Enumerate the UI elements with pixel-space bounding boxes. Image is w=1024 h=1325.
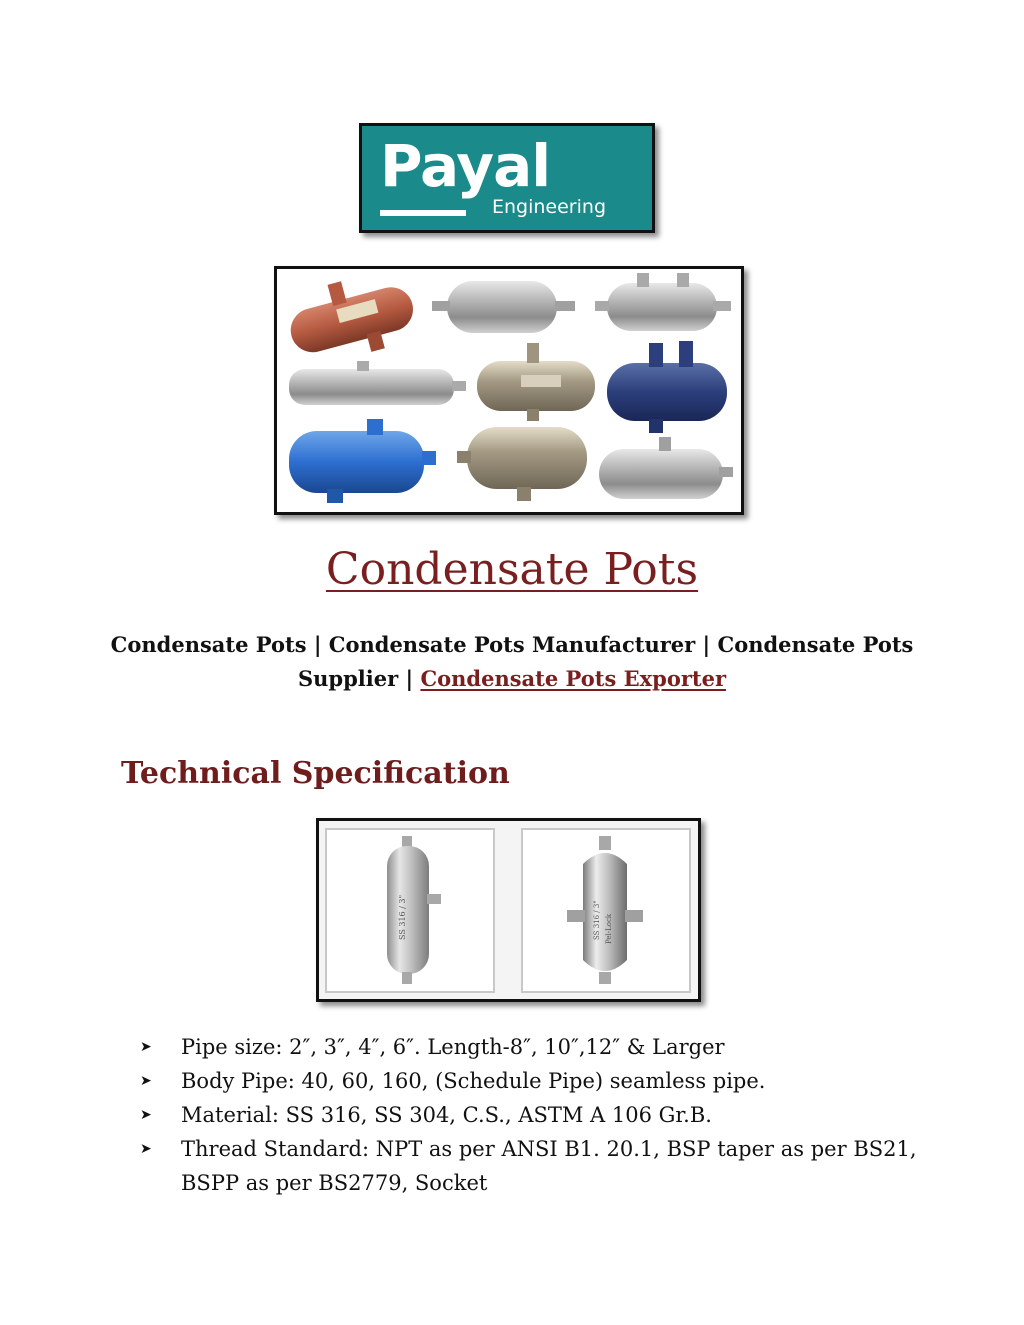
list-item: [140, 1064, 930, 1098]
right-pot-marking: SS 316 / 3": [593, 900, 601, 940]
list-item: [140, 1030, 930, 1064]
vertical-pot-illustration: [523, 830, 689, 991]
spec-images: [316, 818, 701, 1002]
company-logo: [359, 123, 655, 233]
list-item: [140, 1132, 930, 1200]
subtitle: [110, 628, 914, 696]
arrow-bullet-icon: ➤: [140, 1141, 152, 1157]
logo-underline: [380, 210, 466, 216]
list-item: [140, 1098, 930, 1132]
vertical-pot-illustration: [327, 830, 493, 991]
arrow-bullet-icon: ➤: [140, 1073, 152, 1089]
spec-image-right: [521, 828, 691, 993]
product-collage-image: [274, 266, 744, 515]
logo-tagline: Engineering: [492, 196, 606, 218]
left-pot-marking: SS 316 / 3": [398, 894, 407, 940]
page-title: Condensate Pots: [325, 544, 699, 595]
right-pot-brand: Pel-Lock: [605, 913, 613, 944]
specification-list: [140, 1030, 930, 1200]
condensate-pots-illustration: [277, 269, 741, 512]
section-heading: Technical Specification: [121, 756, 510, 791]
arrow-bullet-icon: ➤: [140, 1107, 152, 1123]
list-item-text: Material: SS 316, SS 304, C.S., ASTM A 106 Gr.B.: [181, 1103, 712, 1127]
list-item-text: Body Pipe: 40, 60, 160, (Schedule Pipe) seamless pipe.: [181, 1069, 766, 1093]
subtitle-line1: Condensate Pots | Condensate Pots Manufacturer | Condensate Pots: [110, 632, 914, 657]
list-item-text: Pipe size: 2″, 3″, 4″, 6″. Length-8″, 10″,12″ & Larger: [181, 1035, 725, 1059]
spec-image-left: [325, 828, 495, 993]
exporter-link[interactable]: Condensate Pots Exporter: [420, 666, 727, 691]
logo-name: Payal: [380, 132, 551, 200]
subtitle-line2-prefix: Supplier |: [297, 666, 421, 691]
list-item-text: Thread Standard: NPT as per ANSI B1. 20.1, BSP taper as per BS21, BSPP as per BS2779, Socket: [181, 1137, 917, 1195]
arrow-bullet-icon: ➤: [140, 1039, 152, 1055]
